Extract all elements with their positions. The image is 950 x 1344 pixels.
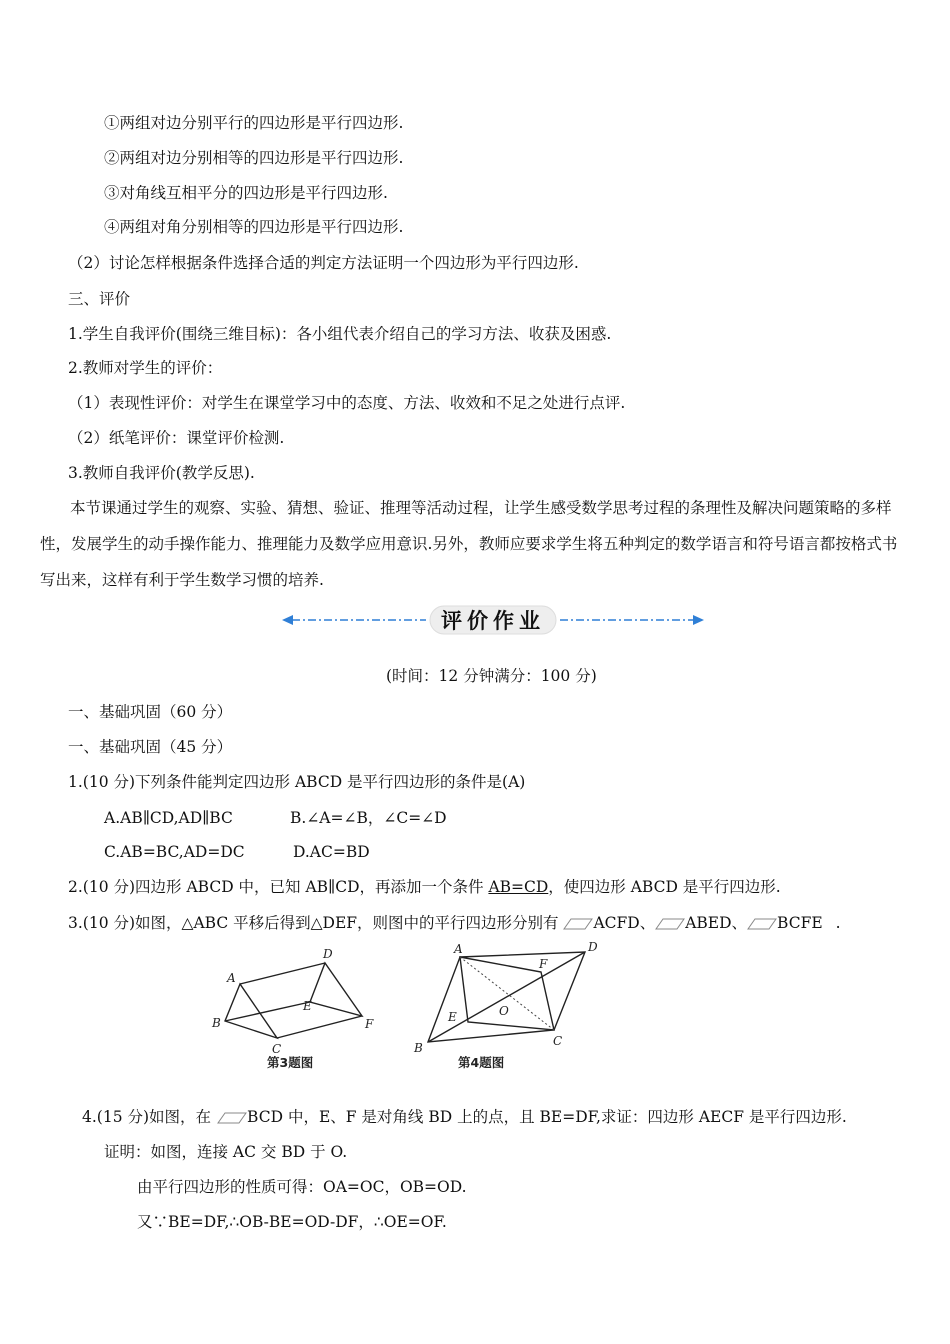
fig3-label-f: F xyxy=(365,1017,374,1031)
banner-left-arrow-icon xyxy=(282,615,293,625)
fig3-triangle-def xyxy=(310,963,362,1016)
fig4-caption: 第4题图 xyxy=(458,1055,505,1070)
section-heading-1: 一、基础巩固（60 分） xyxy=(68,703,233,721)
banner-right-arrow-icon xyxy=(693,615,704,625)
proof-line-2: 由平行四边形的性质可得：OA=OC，OB=OD. xyxy=(137,1178,467,1196)
q2-text-before: 2.(10 分)四边形 ABCD 中，已知 AB∥CD，再添加一个条件 xyxy=(68,878,489,896)
q3-text: 3.(10 分)如图，△ABC 平移后得到△DEF，则图中的平行四边形分别有 xyxy=(68,914,559,932)
method-item-1: ①两组对边分别平行的四边形是平行四边形. xyxy=(104,114,404,132)
q3-answer-1: ACFD、 xyxy=(593,914,656,932)
section-heading-2: 一、基础巩固（45 分） xyxy=(68,738,233,756)
method-item-2: ②两组对边分别相等的四边形是平行四边形. xyxy=(104,149,404,167)
q1-option-d: D.AC=BD xyxy=(293,843,370,861)
reflection-paragraph: 本节课通过学生的观察、实验、猜想、验证、推理等活动过程，让学生感受数学思考过程的条理性及解决问题策略的多样性，发展学生的动手操作能力、推理能力及数学应用意识.另外，教师应要求学生将五种判定的数学语言和符号语言都按格式书写出来，这样有利于学生数学习惯的培养. xyxy=(40,499,898,589)
fig3-label-d: D xyxy=(323,947,333,961)
eval-item-1: 1.学生自我评价(围绕三维目标)：各小组代表介绍自己的学习方法、收获及困惑. xyxy=(68,325,612,343)
question-1: 1.(10 分)下列条件能判定四边形 ABCD 是平行四边形的条件是(A) xyxy=(68,773,526,791)
homework-banner xyxy=(278,600,708,640)
eval-item-2: 2.教师对学生的评价： xyxy=(68,359,223,377)
q1-option-b: B.∠A=∠B，∠C=∠D xyxy=(290,809,447,827)
figure-4 xyxy=(408,937,608,1077)
q4-text: 4.(15 分)如图，在 xyxy=(82,1108,212,1126)
q2-answer: AB=CD xyxy=(488,878,549,896)
method-item-3: ③对角线互相平分的四边形是平行四边形. xyxy=(104,184,388,202)
fig4-label-a: A xyxy=(454,942,463,956)
parallelogram-icon xyxy=(563,917,593,931)
discuss-line: （2）讨论怎样根据条件选择合适的判定方法证明一个四边形为平行四边形. xyxy=(68,254,579,272)
q1-option-a: A.AB∥CD,AD∥BC xyxy=(104,809,233,827)
eval-item-3: 3.教师自我评价(教学反思). xyxy=(68,464,255,482)
question-3 xyxy=(68,913,841,933)
method-item-4: ④两组对角分别相等的四边形是平行四边形. xyxy=(104,218,404,236)
question-2 xyxy=(68,877,781,897)
eval-item-2b: （2）纸笔评价：课堂评价检测. xyxy=(68,429,285,447)
q3-answer-2: ABED、 xyxy=(685,914,748,932)
fig4-label-f: F xyxy=(539,957,548,971)
fig3-segment-be xyxy=(225,1002,310,1021)
q1-option-c: C.AB=BC,AD=DC xyxy=(104,843,245,861)
q2-text-after: ，使四边形 ABCD 是平行四边形. xyxy=(548,878,781,896)
time-line: (时间：12 分钟满分：100 分) xyxy=(386,667,597,685)
fig4-label-d: D xyxy=(588,940,598,954)
fig4-label-o: O xyxy=(499,1004,509,1018)
parallelogram-icon xyxy=(655,917,685,931)
q4-text-rest: BCD 中，E、F 是对角线 BD 上的点，且 BE=DF,求证：四边形 AECF 是平行四边形. xyxy=(247,1108,847,1126)
proof-line-1: 证明：如图，连接 AC 交 BD 于 O. xyxy=(104,1143,348,1161)
parallelogram-icon xyxy=(217,1111,247,1125)
question-4 xyxy=(82,1107,847,1127)
fig3-label-a: A xyxy=(227,971,236,985)
parallelogram-icon xyxy=(747,917,777,931)
q3-period: . xyxy=(835,914,841,932)
q3-answer-3: BCFE xyxy=(777,914,823,932)
banner-title: 评价作业 xyxy=(441,609,545,633)
evaluation-heading: 三、评价 xyxy=(68,290,131,308)
figure-3 xyxy=(205,940,390,1075)
fig3-segment-ad xyxy=(240,963,325,984)
eval-item-2a: （1）表现性评价：对学生在课堂学习中的态度、方法、收效和不足之处进行点评. xyxy=(68,394,626,412)
fig3-label-e: E xyxy=(303,999,312,1013)
fig4-label-c: C xyxy=(553,1034,563,1048)
fig4-label-e: E xyxy=(448,1010,457,1024)
fig3-segment-cf xyxy=(277,1016,362,1038)
fig3-caption: 第3题图 xyxy=(267,1055,314,1070)
fig3-label-c: C xyxy=(272,1042,282,1056)
proof-line-3: 又∵BE=DF,∴OB-BE=OD-DF，∴OE=OF. xyxy=(137,1213,447,1231)
fig3-label-b: B xyxy=(212,1016,221,1030)
fig4-label-b: B xyxy=(414,1041,423,1055)
